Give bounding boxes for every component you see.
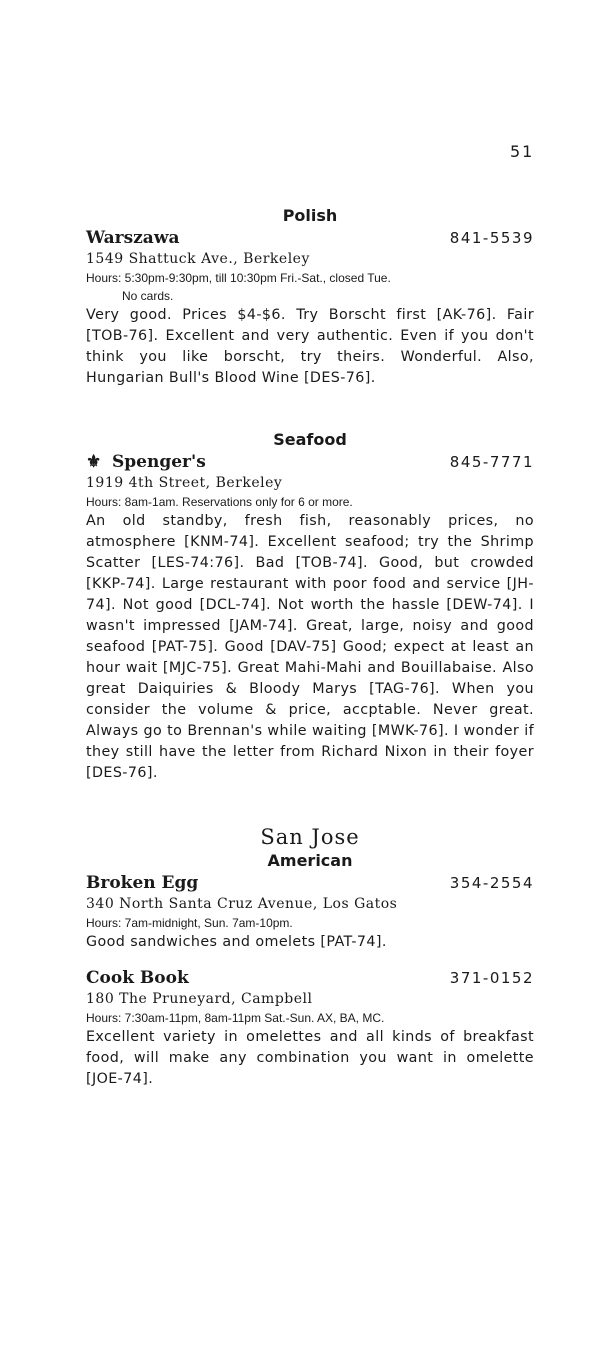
restaurant-phone: 371-0152 — [449, 969, 534, 987]
entry-header — [86, 967, 534, 989]
restaurant-name: Broken Egg — [86, 873, 199, 893]
entry-header — [86, 872, 534, 894]
fleur-de-lis-icon: ⚜ — [86, 452, 102, 472]
restaurant-review: Very good. Prices $4-$6. Try Borscht first [AK-76]. Fair [TOB-76]. Excellent and very authentic. Even if you don't think you like borscht, try theirs. Wonderful. Also, Hungarian Bull's Blood Wine [DES-76]. — [86, 307, 534, 386]
restaurant-entry-spengers — [86, 451, 534, 784]
restaurant-phone: 354-2554 — [449, 874, 534, 892]
restaurant-hours-note: No cards. — [122, 289, 174, 303]
restaurant-entry-cook-book — [86, 967, 534, 1090]
restaurant-hours: Hours: 7am-midnight, Sun. 7am-10pm. — [86, 916, 293, 930]
restaurant-address: 1919 4th Street, Berkeley — [86, 475, 283, 491]
restaurant-name: Warszawa — [86, 228, 180, 248]
city-heading: San Jose — [260, 825, 360, 849]
category-heading-american: American — [267, 851, 353, 870]
category-heading-polish: Polish — [282, 206, 338, 225]
guide-content — [86, 205, 534, 1090]
restaurant-review: Excellent variety in omelettes and all kinds of breakfast food, will make any combination you want in omelette [JOE-74]. — [86, 1029, 534, 1087]
entry-header — [86, 227, 534, 249]
restaurant-entry-warszawa — [86, 227, 534, 389]
restaurant-name: Spenger's — [112, 452, 206, 472]
entry-header — [86, 451, 534, 473]
restaurant-phone: 845-7771 — [449, 453, 534, 471]
restaurant-name-group — [86, 451, 206, 473]
restaurant-address: 340 North Santa Cruz Avenue, Los Gatos — [86, 896, 398, 912]
restaurant-address: 1549 Shattuck Ave., Berkeley — [86, 251, 310, 267]
restaurant-address: 180 The Pruneyard, Campbell — [86, 991, 313, 1007]
restaurant-hours: Hours: 7:30am-11pm, 8am-11pm Sat.-Sun. AX, BA, MC. — [86, 1011, 385, 1025]
restaurant-name: Cook Book — [86, 968, 189, 988]
restaurant-hours: Hours: 8am-1am. Reservations only for 6 or more. — [86, 495, 353, 509]
category-heading-seafood: Seafood — [273, 430, 347, 449]
restaurant-review: Good sandwiches and omelets [PAT-74]. — [86, 934, 387, 950]
restaurant-review: An old standby, fresh fish, reasonably prices, no atmosphere [KNM-74]. Excellent seafood; try the Shrimp Scatter [LES-74:76]. Bad [TOB-74]. Good, but crowded [KKP-74]. Large restaurant with poor food and service [JH-74]. Not good [DCL-74]. Not worth the hassle [DEW-74]. I wasn't impressed [JAM-74]. Great, large, noisy and good seafood [PAT-75]. Good [DAV-75] Good; expect at least an hour wait [MJC-75]. Great Mahi-Mahi and Bouillabaise. Also great Daiquiries & Bloody Marys [TAG-76]. When you consider the volume & price, accptable. Never great. Always go to Brennan's while waiting [MWK-76]. I wonder if they still have the letter from Richard Nixon in their foyer [DES-76]. — [86, 513, 534, 781]
page-number: 51 — [510, 142, 535, 161]
restaurant-phone: 841-5539 — [449, 229, 534, 247]
restaurant-hours: Hours: 5:30pm-9:30pm, till 10:30pm Fri.-Sat., closed Tue. — [86, 271, 391, 285]
restaurant-entry-broken-egg — [86, 872, 534, 953]
